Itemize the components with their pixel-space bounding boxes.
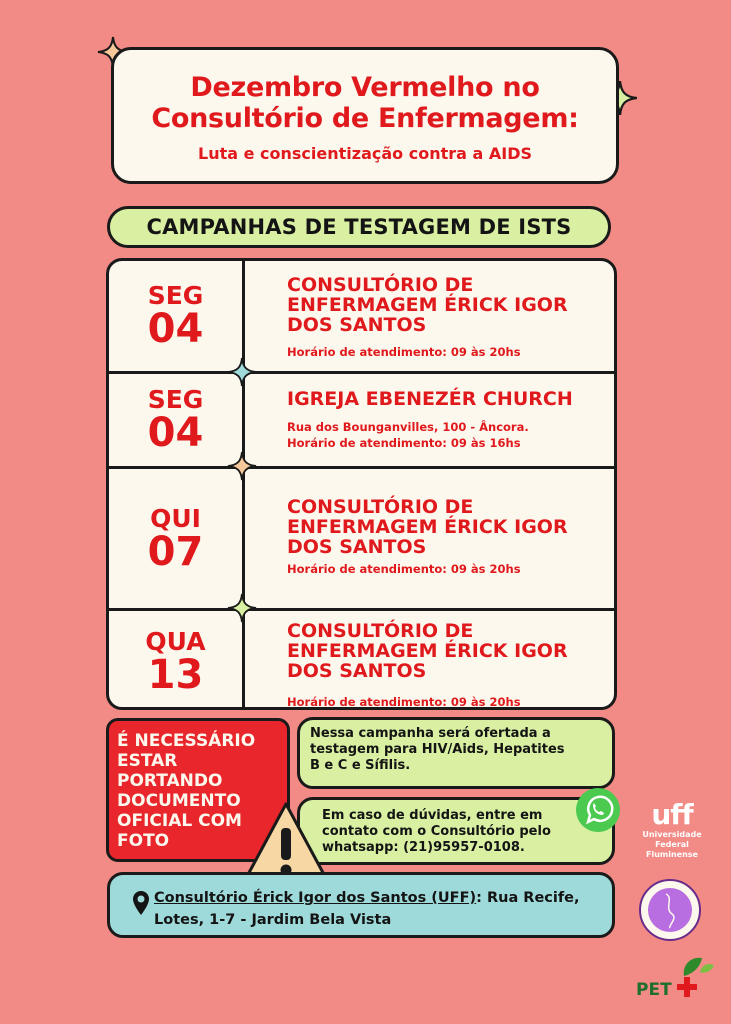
address-line: Rua dos Bounganvilles, 100 - Âncora.: [287, 420, 529, 434]
address-street: : Rua Recife,: [476, 890, 580, 906]
place-name: ENFERMAGEM ÉRICK IGOR: [287, 640, 568, 662]
title-line-2: Consultório de Enfermagem:: [151, 103, 579, 134]
place-name: CONSULTÓRIO DE: [287, 496, 474, 518]
location-pin-icon: [132, 890, 150, 916]
sparkle-icon: [227, 357, 257, 387]
opening-hours: Horário de atendimento: 09 às 20hs: [287, 562, 521, 576]
place-name: IGREJA EBENEZÉR CHURCH: [287, 388, 573, 410]
schedule-row: [109, 611, 614, 710]
day-number: 07: [147, 528, 204, 575]
day-number: 04: [147, 306, 204, 352]
schedule-row: [109, 469, 614, 611]
pet-text: PET: [636, 980, 672, 1000]
leaf-icon: [680, 952, 716, 978]
weekday: QUI: [150, 503, 201, 533]
weekday: SEG: [147, 281, 204, 310]
place-name: CONSULTÓRIO DE: [287, 274, 474, 296]
title-card: [111, 47, 619, 184]
pet-logo: [636, 952, 720, 1002]
testing-offer-box: Nessa campanha será ofertada a testagem para HIV/Aids, Hepatites B e C e Sífilis.: [297, 717, 615, 789]
subtitle: Luta e conscientização contra a AIDS: [198, 144, 532, 163]
place-name: CONSULTÓRIO DE: [287, 620, 474, 642]
place-name: ENFERMAGEM ÉRICK IGOR: [287, 294, 568, 316]
document-notice: É NECESSÁRIO ESTAR PORTANDO DOCUMENTO OFICIAL COM FOTO: [106, 718, 290, 862]
research-group-seal: [638, 878, 702, 942]
opening-hours: Horário de atendimento: 09 às 16hs: [287, 436, 521, 450]
contact-box: Em caso de dúvidas, entre em contato com o Consultório pelo whatsapp: (21)95957-0108.: [297, 797, 615, 865]
sparkle-icon: [227, 451, 257, 481]
opening-hours: Horário de atendimento: 09 às 20hs: [287, 695, 521, 709]
address-line-2: Lotes, 1-7 - Jardim Bela Vista: [154, 912, 392, 928]
schedule-table: [106, 258, 617, 710]
day-number: 04: [147, 410, 204, 456]
title-line-1: Dezembro Vermelho no: [190, 72, 540, 103]
schedule-row: [109, 261, 614, 374]
opening-hours: Horário de atendimento: 09 às 20hs: [287, 345, 521, 359]
address-box: [107, 872, 615, 938]
place-name: ENFERMAGEM ÉRICK IGOR: [287, 516, 568, 538]
sparkle-icon: [227, 593, 257, 623]
schedule-row: [109, 374, 614, 469]
uff-mark: uff: [651, 798, 693, 831]
day-number: 13: [147, 652, 204, 698]
place-name: DOS SANTOS: [287, 314, 427, 336]
weekday: SEG: [147, 385, 204, 414]
uff-logo: uff Universidade Federal Fluminense: [640, 800, 704, 860]
address-place: Consultório Érick Igor dos Santos (UFF): [154, 890, 477, 906]
place-name: DOS SANTOS: [287, 536, 427, 558]
weekday: QUA: [145, 627, 206, 656]
cross-icon: [676, 976, 698, 998]
place-name: DOS SANTOS: [287, 660, 427, 682]
whatsapp-icon[interactable]: [574, 786, 622, 834]
campaign-banner: CAMPANHAS DE TESTAGEM DE ISTS: [107, 206, 611, 248]
